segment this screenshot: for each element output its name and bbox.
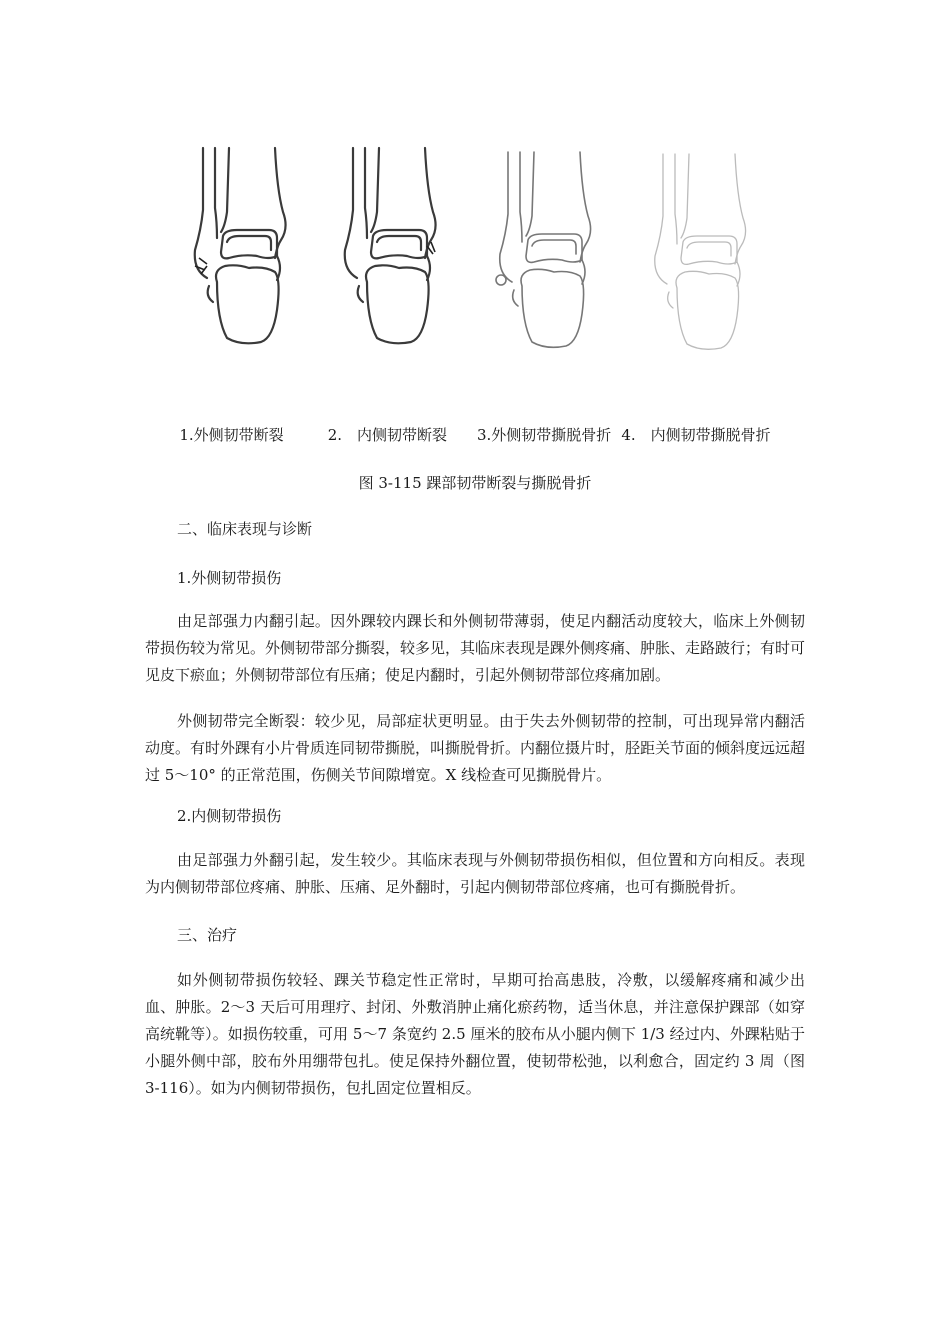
figure-labels: [0, 424, 950, 445]
paragraph-text: 外侧韧带完全断裂：较少见，局部症状更明显。由于失去外侧韧带的控制，可出现异常内翻活动度。有时外踝有小片骨质连同韧带撕脱，叫撕脱骨折。内翻位摄片时，胫距关节面的倾斜度远远超过 5～10° 的正常范围，伤侧关节间隙增宽。X 线检查可见撕脱骨片。: [145, 712, 806, 784]
ankle-illustrations: [165, 120, 805, 390]
section-heading-treatment: 三、治疗: [177, 926, 238, 944]
paragraph-text: 如外侧韧带损伤较轻、踝关节稳定性正常时，早期可抬高患肢，冷敷，以缓解疼痛和减少出血、肿胀。2～3 天后可用理疗、封闭、外敷消肿止痛化瘀药物，适当休息，并注意保护踝部（如穿高统靴等）。如损伤较重，可用 5～7 条宽约 2.5 厘米的胶布从小腿内侧下 1/3 经过内、外踝粘贴于小腿外侧中部，胶布外用绷带包扎。使足保持外翻位置，使韧带松弛，以利愈合，固定约 3 周（图 3-116）。如为内侧韧带损伤，包扎固定位置相反。: [145, 971, 805, 1097]
figure-label-4: 4. 内侧韧带撕脱骨折: [621, 426, 771, 444]
paragraph-lateral-partial: [145, 608, 805, 689]
figure-caption: 图 3-115 踝部韧带断裂与撕脱骨折: [358, 474, 592, 492]
paragraph-medial: [145, 847, 805, 901]
subheading-lateral-ligament: 1.外侧韧带损伤: [177, 569, 282, 587]
paragraph-text: 由足部强力外翻引起，发生较少。其临床表现与外侧韧带损伤相似，但位置和方向相反。表现为内侧韧带部位疼痛、肿胀、压痛、足外翻时，引起内侧韧带部位疼痛，也可有撕脱骨折。: [145, 851, 805, 896]
figure-label-1: 1.外侧韧带断裂: [179, 426, 284, 444]
paragraph-text: 由足部强力内翻引起。因外踝较内踝长和外侧韧带薄弱，使足内翻活动度较大，临床上外侧韧带损伤较为常见。外侧韧带部分撕裂，较多见，其临床表现是踝外侧疼痛、肿胀、走路跛行；有时可见皮下瘀血；外侧韧带部位有压痛；使足内翻时，引起外侧韧带部位疼痛加剧。: [145, 612, 806, 684]
paragraph-lateral-complete: [145, 708, 805, 789]
figure-label-3: 3.外侧韧带撕脱骨折: [477, 426, 612, 444]
figure-label-2: 2. 内侧韧带断裂: [327, 426, 447, 444]
section-heading-diagnosis: 二、临床表现与诊断: [177, 520, 313, 538]
paragraph-treatment: [145, 967, 805, 1102]
ankle-ligament-figure: [165, 120, 805, 390]
subheading-medial-ligament: 2.内侧韧带损伤: [177, 807, 282, 825]
